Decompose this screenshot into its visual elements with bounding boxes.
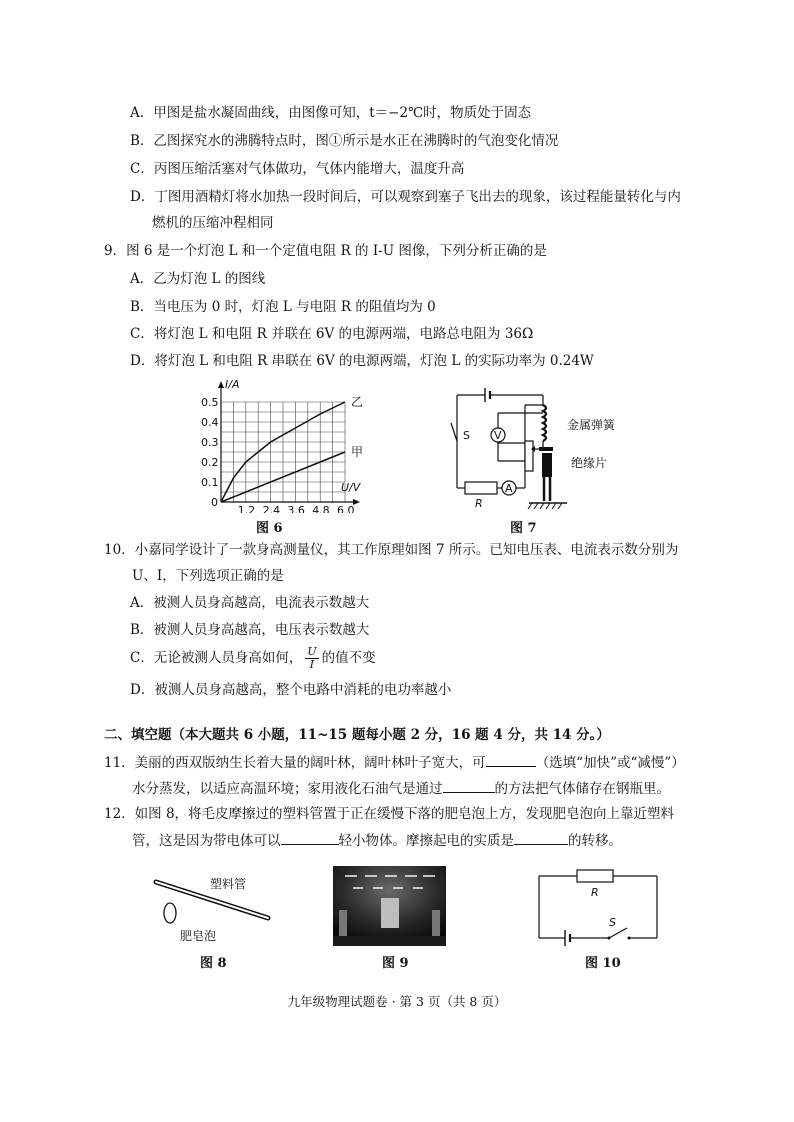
section-2-heading: 二、填空题（本大题共 6 小题，11~15 题每小题 2 分，16 题 4 分，共 14 分。）	[104, 727, 610, 743]
q9-stem: 9．图 6 是一个灯泡 L 和一个定值电阻 R 的 I-U 图像，下列分析正确的是	[104, 243, 547, 259]
fig10-resistor	[577, 870, 613, 882]
fig6-origin: 0	[211, 496, 218, 509]
fig6-xtick-label: 1.2	[237, 504, 256, 513]
fig7-ammeter-label: A	[505, 482, 513, 495]
q12-line2	[132, 831, 622, 850]
q8-option-b: B．乙图探究水的沸腾特点时，图①所示是水正在沸腾时的气泡变化情况	[130, 133, 559, 149]
q12-line1: 12．如图 8，将毛皮摩擦过的塑料管置于正在缓慢下落的肥皂泡上方，发现肥皂泡向上靠近塑料	[104, 806, 675, 822]
fig6-xtick-label: 3.6	[287, 504, 305, 513]
fig8-caption: 图 8	[200, 956, 227, 971]
page-footer: 九年级物理试题卷 · 第 3 页（共 8 页）	[287, 994, 507, 1009]
q11-blank-2[interactable]	[443, 779, 495, 793]
q8-option-d-line1: D．丁图用酒精灯将水加热一段时间后，可以观察到塞子飞出去的现象，该过程能量转化与内	[130, 189, 681, 205]
fig7-insulator-label: 绝缘片	[571, 456, 608, 470]
q11-blank-1[interactable]	[486, 753, 536, 767]
fig6-y-arrow	[218, 381, 224, 388]
fig7-caption: 图 7	[510, 521, 537, 536]
fig8-illustration	[148, 868, 278, 943]
fig6-ylabel: I/A	[225, 378, 240, 391]
fig6-series-label: 甲	[351, 445, 364, 459]
fig7-insulator	[539, 447, 553, 451]
fig6-xtick-label: 6.0	[337, 504, 355, 513]
fig6-ytick-label: 0.1	[201, 476, 219, 489]
fig7-switch-label: S	[463, 429, 470, 442]
fig6-xtick-label: 2.4	[262, 504, 281, 513]
q10-stem-line2: U、I，下列选项正确的是	[132, 568, 284, 584]
fig7-spring-label: 金属弹簧	[567, 418, 616, 432]
fig6-ytick-label: 0.5	[201, 396, 219, 409]
q10-option-a: A．被测人员身高越高，电流表示数越大	[130, 595, 370, 611]
fig6-xlabel: U/V	[341, 481, 361, 494]
fig6-ytick-label: 0.2	[201, 456, 219, 469]
fig6-grid	[221, 402, 345, 502]
q8-option-c: C．丙图压缩活塞对气体做功，气体内能增大，温度升高	[130, 161, 465, 177]
fig9-photo	[333, 866, 446, 946]
fig7-switch	[451, 423, 457, 441]
fig10-circuit	[535, 866, 661, 948]
fig7-person	[542, 453, 552, 477]
fig7-voltmeter-label: V	[494, 429, 502, 442]
q9-option-c: C．将灯泡 L 和电阻 R 并联在 6V 的电源两端，电路总电阻为 36Ω	[130, 326, 534, 342]
fig8-bubble-label: 肥皂泡	[180, 929, 217, 943]
fig10-caption: 图 10	[585, 956, 621, 971]
q12-line2-b: 轻小物体。摩擦起电的实质是	[338, 833, 514, 849]
q12-blank-1[interactable]	[281, 831, 339, 845]
q9-option-d: D．将灯泡 L 和电阻 R 串联在 6V 的电源两端，灯泡 L 的实际功率为 0.24W	[130, 353, 594, 369]
fig6-series-label: 乙	[351, 395, 364, 409]
q11-line1-b: （选填“加快”或“减慢”）	[535, 755, 685, 771]
fig8-tube-label: 塑料管	[210, 877, 247, 891]
fig8-bubble	[164, 903, 176, 923]
fig6-chart	[195, 378, 365, 513]
fig7-slide-resistor	[525, 441, 533, 471]
fig6-ytick-label: 0.3	[201, 436, 219, 449]
q11-line2-b: 的方法把气体储存在钢瓶里。	[494, 781, 670, 797]
fig6-ytick-label: 0.4	[201, 416, 219, 429]
fig7-spring	[543, 405, 546, 441]
q12-blank-2[interactable]	[514, 831, 568, 845]
q10-stem-line1: 10．小嘉同学设计了一款身高测量仪，其工作原理如图 7 所示。已知电压表、电流表示数分别为	[104, 542, 679, 558]
q11-line2	[132, 779, 670, 798]
q11-line2-a: 水分蒸发，以适应高温环境；家用液化石油气是通过	[132, 781, 443, 797]
fig10-resistor-label: R	[591, 886, 599, 899]
q10-option-c-post: 的值不变	[321, 650, 376, 666]
q10-option-b: B．被测人员身高越高，电压表示数越大	[130, 622, 370, 638]
q11-line1	[104, 753, 685, 772]
fig7-circuit	[445, 383, 660, 513]
fig9-caption: 图 9	[382, 956, 409, 971]
q10-fraction-num: U	[307, 645, 317, 658]
q10-option-c-pre: C．无论被测人员身高如何，	[130, 650, 303, 666]
fig6-xtick-label: 4.8	[312, 504, 330, 513]
q9-option-a: A．乙为灯泡 L 的图线	[130, 271, 266, 287]
q10-option-c	[130, 646, 376, 671]
fig7-resistor-label: R	[475, 497, 483, 510]
q11-line1-a: 11．美丽的西双版纳生长着大量的阔叶林，阔叶林叶子宽大，可	[104, 755, 486, 771]
q10-fraction	[305, 646, 318, 671]
fig7-resistor	[465, 482, 497, 494]
q9-option-b: B．当电压为 0 时，灯泡 L 与电阻 R 的阻值均为 0	[130, 299, 436, 315]
q12-line2-c: 的转移。	[568, 833, 622, 849]
q12-line2-a: 管，这是因为带电体可以	[132, 833, 281, 849]
fig10-switch	[609, 928, 627, 938]
fig10-switch-label: S	[609, 916, 616, 929]
q8-option-d-line2: 燃机的压缩冲程相同	[152, 215, 274, 231]
fig6-caption: 图 6	[256, 521, 283, 536]
q10-option-d: D．被测人员身高越高，整个电路中消耗的电功率越小	[130, 682, 452, 698]
q8-option-a: A．甲图是盐水凝固曲线，由图像可知，t＝−2℃时，物质处于固态	[130, 105, 532, 121]
q10-fraction-den: I	[309, 658, 315, 671]
